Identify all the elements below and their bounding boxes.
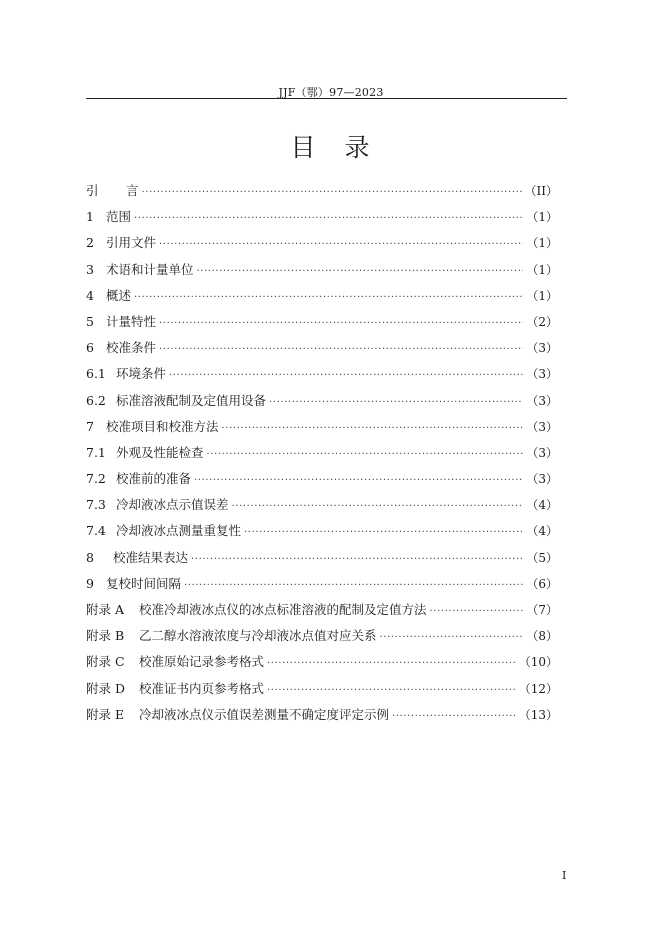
toc-leader-dots	[207, 449, 524, 460]
toc-entry[interactable]	[86, 260, 558, 286]
toc-leader-dots	[134, 213, 523, 224]
toc-entry-number: 附录 B	[86, 628, 125, 644]
toc-entry-label: 冷却液冰点仪示值误差测量不确定度评定示例	[139, 706, 390, 722]
toc-entry-number: 7.4	[86, 523, 106, 539]
toc-leader-dots	[269, 397, 523, 408]
toc-entry-page: （4）	[526, 524, 558, 539]
toc-entry-number: 7.1	[86, 444, 106, 460]
toc-title: 目 录	[290, 133, 372, 162]
toc-entry[interactable]	[86, 233, 558, 259]
toc-entry-page: （1）	[526, 288, 558, 303]
toc-leader-dots	[380, 632, 524, 643]
toc-entry-label: 校准原始记录参考格式	[139, 654, 265, 670]
toc-entry[interactable]	[86, 391, 558, 417]
toc-entry-label: 冷却液冰点示值误差	[116, 497, 229, 513]
toc-entry[interactable]	[86, 652, 558, 678]
toc-entry-label: 计量特性	[106, 313, 157, 329]
toc-entry-page: （5）	[526, 550, 558, 565]
toc-entry-page: （3）	[526, 472, 558, 487]
toc-leader-dots	[194, 475, 523, 486]
toc-entry[interactable]	[86, 521, 558, 547]
toc-entry-label: 校准前的准备	[116, 471, 192, 487]
toc-entry-label: 外观及性能检查	[116, 444, 204, 460]
toc-entry-page: （II）	[524, 184, 558, 198]
toc-entry-page: （3）	[526, 367, 558, 382]
toc-entry-page: （10）	[518, 655, 558, 670]
toc-leader-dots	[197, 266, 524, 277]
toc-leader-dots	[142, 187, 522, 198]
toc-leader-dots	[159, 239, 523, 250]
toc-entry-number: 引	[86, 183, 99, 198]
toc-entry-label: 言	[126, 183, 139, 198]
toc-leader-dots	[244, 527, 523, 538]
toc-entry-number: 附录 C	[86, 654, 125, 670]
toc-entry-label: 标准溶液配制及定值用设备	[116, 392, 267, 408]
toc-entry[interactable]	[86, 417, 558, 443]
toc-entry-label: 乙二醇水溶液浓度与冷却液冰点值对应关系	[139, 628, 377, 644]
toc-entry-label: 冷却液冰点测量重复性	[116, 523, 242, 539]
toc-entry-number: 8	[86, 549, 94, 565]
toc-entry-page: （1）	[526, 236, 558, 251]
toc-leader-dots	[159, 318, 523, 329]
toc-entry-page: （3）	[526, 341, 558, 356]
toc-entry-page: （13）	[518, 707, 558, 722]
toc-entry[interactable]	[86, 207, 558, 233]
toc-entry-number: 4	[86, 287, 94, 303]
toc-leader-dots	[232, 501, 524, 512]
toc-entry-label: 校准项目和校准方法	[106, 418, 219, 434]
table-of-contents	[86, 181, 558, 731]
toc-entry-page: （2）	[526, 314, 558, 329]
toc-leader-dots	[184, 580, 523, 591]
toc-entry-number: 6.1	[86, 366, 106, 382]
toc-entry-number: 7.3	[86, 497, 106, 513]
toc-entry-number: 6	[86, 340, 94, 356]
toc-leader-dots	[159, 344, 523, 355]
toc-entry[interactable]	[86, 705, 558, 731]
toc-leader-dots	[267, 685, 516, 696]
toc-entry[interactable]	[86, 312, 558, 338]
toc-entry-number: 9	[86, 575, 94, 591]
toc-entry-label: 校准条件	[106, 340, 157, 356]
toc-entry-page: （3）	[526, 393, 558, 408]
toc-leader-dots	[267, 658, 516, 669]
toc-leader-dots	[392, 711, 516, 722]
toc-entry-label: 复校时间间隔	[106, 575, 182, 591]
toc-entry-page: （1）	[526, 210, 558, 225]
toc-entry-label: 校准冷却液冰点仪的冰点标准溶液的配制及定值方法	[139, 602, 427, 617]
toc-entry-label: 校准证书内页参考格式	[139, 680, 265, 696]
toc-entry-number: 附录 A	[86, 602, 125, 617]
toc-leader-dots	[191, 554, 523, 565]
running-header: JJF（鄂）97—2023	[278, 86, 384, 99]
toc-entry-label: 引用文件	[106, 235, 157, 251]
toc-entry[interactable]	[86, 574, 558, 600]
toc-entry-page: （4）	[526, 498, 558, 513]
toc-leader-dots	[134, 292, 523, 303]
toc-entry-page: （8）	[526, 629, 558, 644]
toc-leader-dots	[169, 370, 523, 381]
toc-leader-dots	[430, 606, 524, 617]
toc-entry-number: 7	[86, 418, 94, 434]
toc-entry-label: 校准结果表达	[113, 549, 189, 565]
toc-entry-number: 1	[86, 209, 94, 225]
toc-entry[interactable]	[86, 600, 558, 626]
toc-entry-number: 5	[86, 313, 94, 329]
toc-entry-label: 术语和计量单位	[106, 261, 194, 277]
toc-entry-page: （1）	[526, 262, 558, 277]
toc-entry[interactable]	[86, 679, 558, 705]
toc-entry-page: （12）	[518, 681, 558, 696]
toc-entry-number: 附录 E	[86, 706, 125, 722]
toc-entry-number: 附录 D	[86, 680, 125, 696]
toc-entry[interactable]	[86, 286, 558, 312]
toc-entry[interactable]	[86, 443, 558, 469]
toc-entry-label: 环境条件	[116, 366, 167, 382]
toc-entry[interactable]	[86, 626, 558, 652]
toc-entry-label: 范围	[106, 209, 132, 225]
toc-entry-number: 2	[86, 235, 94, 251]
toc-entry[interactable]	[86, 548, 558, 574]
toc-entry[interactable]	[86, 469, 558, 495]
toc-leader-dots	[222, 423, 524, 434]
toc-entry-page: （3）	[526, 445, 558, 460]
page-number: I	[562, 869, 567, 882]
toc-entry[interactable]	[86, 181, 558, 207]
toc-entry[interactable]	[86, 495, 558, 521]
toc-entry-number: 7.2	[86, 471, 106, 487]
toc-entry-number: 3	[86, 261, 94, 277]
toc-entry[interactable]	[86, 364, 558, 390]
toc-entry-page: （6）	[526, 576, 558, 591]
toc-entry-page: （3）	[526, 419, 558, 434]
toc-entry-label: 概述	[106, 287, 132, 303]
toc-entry-page: （7）	[526, 603, 558, 617]
toc-entry-number: 6.2	[86, 392, 106, 408]
toc-entry[interactable]	[86, 338, 558, 364]
header-rule	[86, 98, 567, 99]
